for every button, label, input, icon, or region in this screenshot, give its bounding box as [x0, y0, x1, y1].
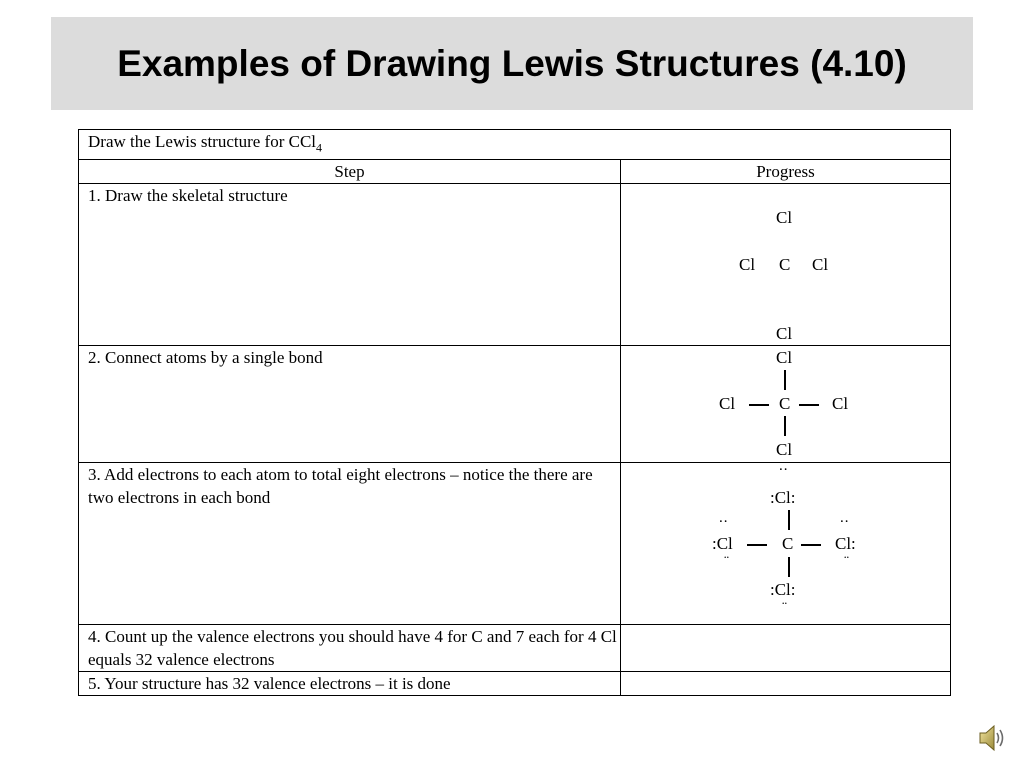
- bond-right: [799, 404, 819, 406]
- electrons-bottom-cl: :Cl:: [770, 580, 796, 600]
- electrons-left-cl: :Cl: [712, 534, 733, 554]
- header-progress: Progress: [621, 160, 951, 184]
- progress-skeleton: [621, 184, 951, 346]
- progress-step-4: [621, 625, 951, 672]
- lone-pair-top: ..: [779, 458, 789, 475]
- e-bond-bottom: [788, 557, 790, 577]
- task-cell: [79, 130, 951, 160]
- bond-left: [749, 404, 769, 406]
- lone-pair-left-above: ..: [719, 510, 729, 527]
- step-2-text: 2. Connect atoms by a single bond: [79, 346, 621, 463]
- bond-bottom: [784, 416, 786, 436]
- skeleton-top-cl: Cl: [776, 208, 793, 228]
- lewis-steps-table: [78, 129, 951, 696]
- skeleton-bottom-cl: Cl: [776, 324, 793, 344]
- header-step: Step: [79, 160, 621, 184]
- skeleton-right-cl: Cl: [812, 255, 829, 275]
- skeleton-center-c: C: [779, 255, 791, 275]
- task-text: Draw the Lewis structure for CCl: [88, 132, 317, 151]
- e-bond-top: [788, 510, 790, 530]
- e-bond-right: [801, 544, 821, 546]
- speaker-icon[interactable]: [978, 722, 1008, 754]
- lone-pair-right-above: ..: [840, 510, 850, 527]
- bonded-left-cl: Cl: [719, 394, 736, 414]
- task-subscript: 4: [316, 140, 323, 155]
- title-bar: [51, 17, 973, 110]
- bonded-top-cl: Cl: [776, 348, 793, 368]
- skeleton-left-cl: Cl: [739, 255, 756, 275]
- bond-top: [784, 370, 786, 390]
- bonded-right-cl: Cl: [832, 394, 849, 414]
- step-1-text: 1. Draw the skeletal structure: [79, 184, 621, 346]
- bonded-bottom-cl: Cl: [776, 440, 793, 460]
- electrons-right-cl: Cl:: [835, 534, 856, 554]
- lone-pair-bottom: ¨: [782, 600, 788, 617]
- progress-electrons: [621, 458, 951, 625]
- step-3-text: 3. Add electrons to each atom to total eight electrons – notice the there are two electrons in each bond: [79, 463, 621, 625]
- lone-pair-right-below: ¨: [844, 554, 850, 571]
- progress-step-5: [621, 672, 951, 696]
- step-4-text: 4. Count up the valence electrons you should have 4 for C and 7 each for 4 Cl equals 32 valence electrons: [79, 625, 621, 672]
- electrons-top-cl: :Cl:: [770, 488, 796, 508]
- bonded-center-c: C: [779, 394, 791, 414]
- progress-bonded: [621, 346, 951, 463]
- slide-title: Examples of Drawing Lewis Structures (4.10): [117, 42, 907, 84]
- lone-pair-left-below: ¨: [724, 554, 730, 571]
- step-5-text: 5. Your structure has 32 valence electrons – it is done: [79, 672, 621, 696]
- e-bond-left: [747, 544, 767, 546]
- electrons-center-c: C: [782, 534, 794, 554]
